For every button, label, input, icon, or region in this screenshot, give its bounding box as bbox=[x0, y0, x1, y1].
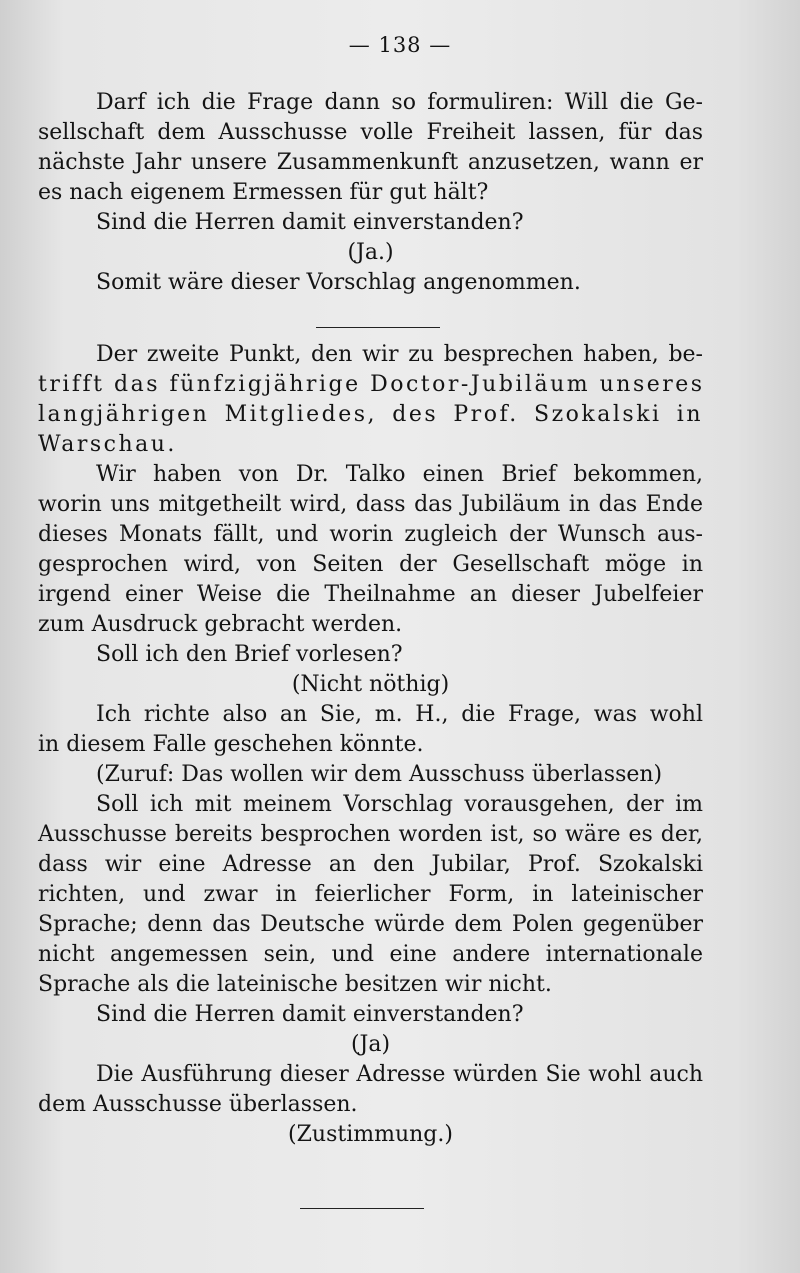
question-line: Sind die Herren damit einverstanden? bbox=[96, 210, 524, 235]
paragraph-line: Wir haben von Dr. Talko einen Brief bekommen, bbox=[96, 462, 703, 487]
question-line: Sind die Herren damit einverstanden? bbox=[96, 1002, 524, 1027]
paragraph-line: Der zweite Punkt, den wir zu besprechen haben, be- bbox=[96, 342, 703, 367]
paragraph-line: dem Ausschusse überlassen. bbox=[38, 1092, 358, 1117]
paragraph-line: irgend einer Weise die Theilnahme an dieser Jubelfeier bbox=[38, 582, 703, 607]
paragraph-line: worin uns mitgetheilt wird, dass das Jubiläum in das Ende bbox=[38, 492, 703, 517]
paragraph-line: Darf ich die Frage dann so formuliren: Will die Ge- bbox=[96, 90, 703, 115]
paragraph-line: dieses Monats fällt, und worin zugleich der Wunsch aus- bbox=[38, 522, 703, 547]
section-2 bbox=[38, 340, 703, 1150]
paragraph-line: nächste Jahr unsere Zusammenkunft anzusetzen, wann er bbox=[38, 150, 703, 175]
question-line: Soll ich den Brief vorlesen? bbox=[96, 642, 403, 667]
paragraph-line: richten, und zwar in feierlicher Form, in lateinischer bbox=[38, 882, 703, 907]
paragraph-line: Somit wäre dieser Vorschlag angenommen. bbox=[96, 270, 581, 295]
paragraph-line: gesprochen wird, von Seiten der Gesellschaft möge in bbox=[38, 552, 703, 577]
paragraph-line: Sprache; denn das Deutsche würde dem Polen gegenüber bbox=[38, 912, 703, 937]
section-1 bbox=[38, 88, 703, 298]
paragraph-line: in diesem Falle geschehen könnte. bbox=[38, 732, 424, 757]
paragraph-line: dass wir eine Adresse an den Jubilar, Prof. Szokalski bbox=[38, 852, 703, 877]
paragraph-line: langjährigen Mitgliedes, des Prof. Szokalski in bbox=[38, 402, 703, 427]
section-divider bbox=[316, 327, 440, 328]
response-line: (Ja.) bbox=[347, 240, 394, 265]
paragraph-line: Ich richte also an Sie, m. H., die Frage, was wohl bbox=[96, 702, 703, 727]
paragraph-line: Die Ausführung dieser Adresse würden Sie wohl auch bbox=[96, 1062, 703, 1087]
paragraph-line: zum Ausdruck gebracht werden. bbox=[38, 612, 403, 637]
response-line: (Ja) bbox=[350, 1032, 391, 1057]
paragraph-line: Sprache als die lateinische besitzen wir nicht. bbox=[38, 972, 552, 997]
paragraph-line: nicht angemessen sein, und eine andere internationale bbox=[38, 942, 703, 967]
paragraph-line: Warschau. bbox=[38, 432, 177, 457]
paragraph-line: trifft das fünfzigjährige Doctor-Jubiläum unseres bbox=[38, 372, 705, 397]
paragraph-line: sellschaft dem Ausschusse volle Freiheit lassen, für das bbox=[38, 120, 703, 145]
paragraph-line: es nach eigenem Ermessen für gut hält? bbox=[38, 180, 489, 205]
response-line: (Nicht nöthig) bbox=[291, 672, 450, 697]
section-divider bbox=[300, 1208, 424, 1209]
response-line: (Zuruf: Das wollen wir dem Ausschuss überlassen) bbox=[96, 762, 663, 787]
response-line: (Zustimmung.) bbox=[288, 1122, 453, 1147]
paragraph-line: Ausschusse bereits besprochen worden ist, so wäre es der, bbox=[38, 822, 703, 847]
page-number: — 138 — bbox=[348, 33, 452, 57]
paragraph-line: Soll ich mit meinem Vorschlag vorausgehen, der im bbox=[96, 792, 703, 817]
